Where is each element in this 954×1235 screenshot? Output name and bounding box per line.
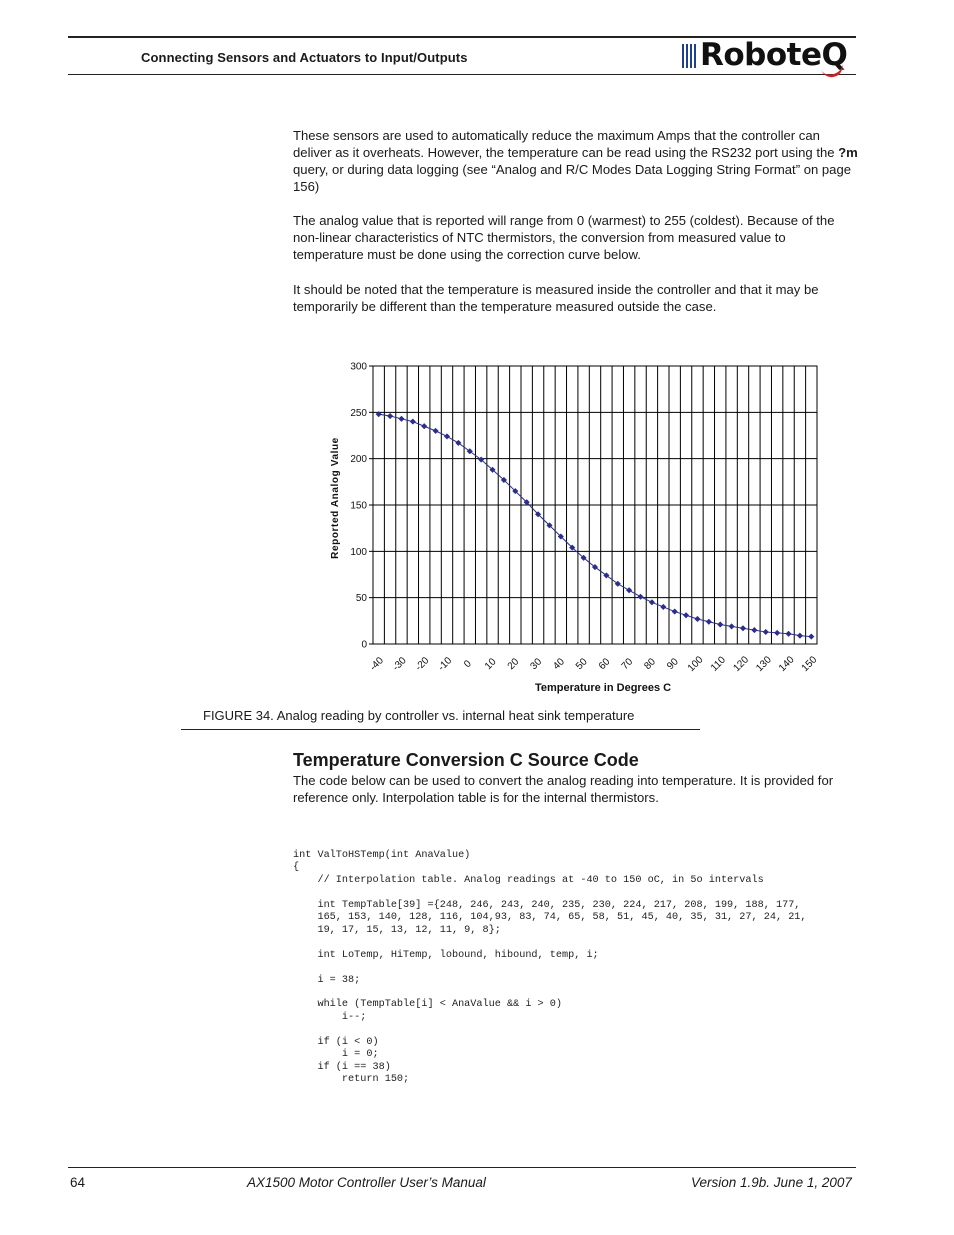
x-tick-label: 0 (462, 658, 474, 671)
data-point (410, 419, 416, 425)
x-tick-label: -20 (413, 655, 432, 674)
data-point (387, 413, 393, 419)
page-number: 64 (70, 1175, 86, 1190)
x-tick-label: 90 (665, 656, 681, 673)
y-axis-title: Reported Analog Value (330, 437, 341, 559)
logo-bars-icon (682, 44, 702, 68)
x-tick-label: 30 (528, 656, 545, 673)
paragraph-temperature-note: It should be noted that the temperature is measured inside the controller and that it may be temporarily be different than the temperature measured outside the case. (293, 282, 819, 315)
footer-rule (68, 1167, 856, 1168)
data-point (717, 622, 723, 628)
series-line (379, 414, 812, 636)
data-point (649, 600, 655, 606)
x-tick-label: 20 (505, 656, 522, 673)
x-tick-label: 10 (482, 656, 499, 673)
header-title: Connecting Sensors and Actuators to Input/Outputs (141, 50, 468, 65)
paragraph-sensors: These sensors are used to automatically reduce the maximum Amps that the controller can deliver as it overheats. However, the temperature can be read using the RS232 port using the ?m query, or during data logging (see “Analog and R/C Modes Data Logging String Format” on page 156) (293, 128, 858, 195)
data-point (706, 619, 712, 625)
data-point (786, 631, 792, 637)
x-tick-label: 130 (754, 654, 774, 675)
x-tick-label: -40 (367, 655, 386, 674)
data-point (695, 616, 701, 622)
version-date: Version 1.9b. June 1, 2007 (691, 1175, 852, 1190)
y-tick-label: 100 (350, 546, 367, 558)
data-point (683, 612, 689, 618)
temperature-chart (320, 352, 840, 704)
logo-text: RoboteQ (700, 37, 848, 73)
x-tick-label: 110 (708, 654, 728, 674)
data-point (421, 423, 427, 429)
manual-title: AX1500 Motor Controller User’s Manual (247, 1175, 486, 1190)
data-point (661, 604, 667, 610)
data-point (729, 624, 735, 630)
x-tick-label: 150 (799, 654, 820, 675)
data-point (797, 633, 803, 639)
section-body: The code below can be used to convert the analog reading into temperature. It is provided for reference only. Interpolation table is for the internal thermistors. (293, 773, 834, 806)
x-tick-label: 100 (685, 654, 706, 675)
data-point (672, 609, 678, 615)
data-point (763, 629, 769, 635)
data-point (626, 587, 632, 593)
x-tick-label: 80 (642, 656, 658, 673)
source-code-block: int ValToHSTemp(int AnaValue) { // Interpolation table. Analog readings at -40 to 150 oC, in 5o intervals int TempTable[39] ={248, 246, 243, 240, 235, 230, 224, 217, 208, 199, 188, 177, 165, 153, 140, 128, 116, 104,93, 83, 74, 65, 58, 51, 45, 40, 35, 31, 27, 24, 21, 19, 17, 15, 13, 12, 11, 9, 8}; int LoTemp, HiTemp, lobound, hibound, temp, i; i = 38; while (TempTable[i] < AnaValue && i > 0) i--; if (i < 0) i = 0; if (i == 38) return 150; (293, 850, 807, 1086)
x-tick-label: 60 (596, 656, 613, 673)
data-point (809, 634, 815, 640)
x-axis-title: Temperature in Degrees C (534, 682, 672, 694)
x-tick-label: -10 (436, 655, 455, 674)
data-point (399, 416, 405, 422)
y-tick-label: 300 (350, 361, 367, 373)
query-command: ?m (838, 145, 858, 161)
data-point (444, 434, 450, 440)
data-point (433, 428, 439, 434)
figure-caption: FIGURE 34. Analog reading by controller vs. internal heat sink temperature (203, 708, 635, 723)
section-title: Temperature Conversion C Source Code (293, 750, 639, 770)
data-point (752, 627, 758, 633)
y-tick-label: 50 (355, 593, 367, 605)
data-point (740, 625, 746, 631)
x-tick-label: 140 (776, 654, 797, 675)
x-tick-label: 70 (619, 656, 636, 673)
x-tick-label: 120 (731, 654, 752, 675)
data-point (774, 630, 780, 636)
y-tick-label: 150 (350, 500, 367, 512)
data-point (638, 594, 644, 600)
x-tick-label: -30 (390, 655, 409, 674)
x-tick-label: 50 (574, 656, 590, 673)
y-tick-label: 0 (361, 639, 367, 651)
x-tick-label: 40 (551, 656, 567, 673)
roboteq-logo (682, 37, 857, 74)
header-bottom-rule (68, 74, 856, 75)
y-tick-label: 250 (350, 407, 367, 419)
paragraph-analog-value: The analog value that is reported will range from 0 (warmest) to 255 (coldest). Because of the non-linear characteristics of NTC thermistors, the conversion from measured value to temperature must be done using the correction curve below. (293, 213, 835, 263)
y-tick-label: 200 (350, 454, 367, 466)
figure-caption-rule (181, 729, 700, 730)
